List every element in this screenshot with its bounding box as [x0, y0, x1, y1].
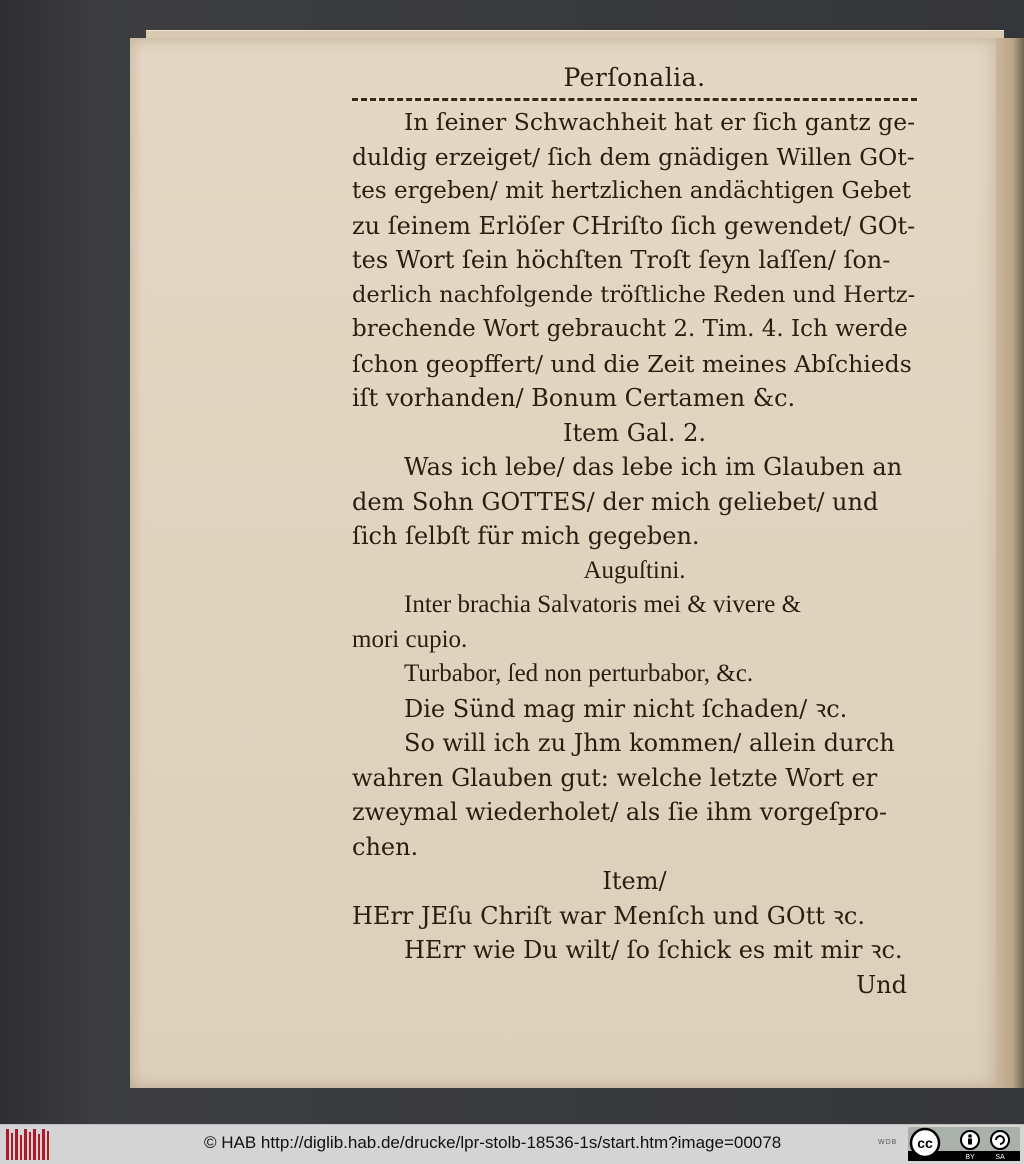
cc-icon	[911, 1129, 939, 1157]
cc-license-badge[interactable]	[908, 1127, 1020, 1161]
svg-text:cc: cc	[917, 1135, 933, 1151]
latin-line: mori cupio.	[352, 625, 468, 653]
facing-page-edge	[996, 38, 1024, 1088]
sa-icon	[991, 1131, 1009, 1149]
text-line: chen.	[352, 832, 419, 861]
latin-line: Turbabor, ſed non perturbabor, &c.	[404, 660, 754, 687]
text-line: zweymal wiederholet/ als ſie ihm vorgeſpro-	[352, 798, 888, 826]
text-line: tes Wort ſein höchſten Troſt ſeyn laſſen/ ſon-	[352, 246, 891, 274]
text-line: Was ich lebe/ das lebe ich im Glauben an	[404, 453, 903, 481]
latin-line: Inter brachia Salvatoris mei & vivere &	[404, 591, 802, 618]
text-line: brechende Wort gebraucht 2. Tim. 4. Ich werde	[352, 316, 908, 342]
sa-label: SA	[995, 1154, 1005, 1161]
viewer-footer	[0, 1124, 1024, 1164]
section-heading: Auguſtini.	[583, 556, 686, 584]
barcode-logo-icon	[6, 1129, 50, 1160]
text-line: HErr JEſu Chriſt war Menſch und GOtt ꝛc.	[352, 901, 865, 930]
text-line: wahren Glauben gut: welche letzte Wort er	[352, 763, 878, 792]
wdb-mark: WDB	[878, 1139, 898, 1146]
text-line: HErr wie Du wilt/ ſo ſchick es mit mir ꝛc.	[404, 936, 903, 964]
header-rule	[352, 98, 917, 101]
section-heading: Item/	[602, 867, 667, 895]
running-header: Perſonalia.	[563, 63, 706, 92]
section-heading: Item Gal. 2.	[562, 418, 707, 447]
catchword: Und	[855, 970, 907, 999]
by-icon	[961, 1131, 979, 1149]
text-line: ſchon geopffert/ und die Zeit meines Abſchieds	[352, 349, 912, 378]
text-line: dem Sohn GOTTES/ der mich geliebet/ und	[352, 487, 879, 516]
text-line: ſich ſelbſt für mich gegeben.	[352, 522, 700, 550]
text-line: tes ergeben/ mit hertzlichen andächtigen Gebet	[352, 178, 912, 204]
text-line: Die Sünd mag mir nicht ſchaden/ ꝛc.	[404, 694, 848, 723]
text-line: iſt vorhanden/ Bonum Certamen &c.	[352, 384, 796, 412]
page-text	[352, 58, 917, 1002]
text-line: So will ich zu Jhm kommen/ allein durch	[404, 729, 895, 757]
text-line: derlich nachfolgende tröſtliche Reden und Hertz-	[352, 281, 916, 308]
by-label: BY	[965, 1154, 975, 1161]
text-line: zu ſeinem Erlöſer CHriſto ſich gewendet/ GOt-	[352, 211, 916, 240]
text-line: In ſeiner Schwachheit hat er ſich gantz ge-	[404, 108, 916, 136]
copyright-link[interactable]: © HAB http://diglib.hab.de/drucke/lpr-stolb-18536-1s/start.htm?image=00078	[204, 1133, 782, 1152]
text-line: duldig erzeiget/ ſich dem gnädigen Willen GOt-	[352, 142, 915, 171]
